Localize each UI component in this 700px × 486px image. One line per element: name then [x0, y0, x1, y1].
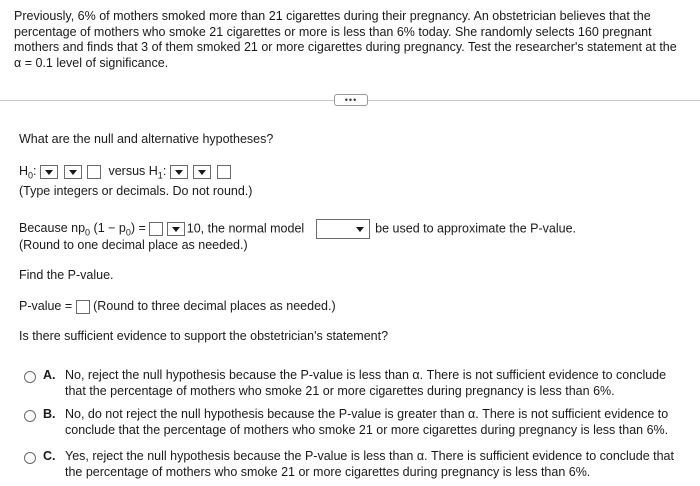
- option-a-letter: A.: [43, 368, 56, 382]
- can-cannot-dropdown[interactable]: [316, 219, 370, 239]
- np-expression: Because $np_0$ $(1 - p_0)$ =: [19, 221, 146, 238]
- option-a-radio[interactable]: [24, 371, 36, 383]
- option-c-letter: C.: [43, 449, 56, 463]
- more-button[interactable]: •••: [334, 94, 368, 106]
- hypotheses-hint: (Type integers or decimals. Do not round.): [19, 184, 253, 198]
- ten-normal-model-text: 10, the normal model: [186, 221, 305, 236]
- hypotheses-row: [19, 163, 231, 184]
- h1-operator-dropdown[interactable]: [193, 165, 211, 179]
- pvalue-prompt: Find the P-value.: [19, 268, 114, 282]
- pvalue-label: P-value =: [19, 299, 73, 313]
- problem-statement: [14, 9, 696, 71]
- normal-model-hint: (Round to one decimal place as needed.): [19, 238, 248, 252]
- option-b-radio[interactable]: [24, 410, 36, 422]
- option-a-text: No, reject the null hypothesis because the P-value is less than α. There is not sufficient evidence to conclude that the percentage of mothers who smoke 21 or more cigarettes during pregnancy is less than 6%.: [65, 368, 667, 398]
- pvalue-hint: (Round to three decimal places as needed.): [93, 299, 336, 313]
- h1-value-input[interactable]: [217, 165, 231, 179]
- versus-h1-label: versus $H_1$:: [108, 164, 167, 181]
- evidence-prompt: Is there sufficient evidence to support the obstetrician's statement?: [19, 329, 389, 343]
- comparison-dropdown[interactable]: [167, 222, 185, 236]
- h0-operator-dropdown[interactable]: [64, 165, 82, 179]
- hypotheses-prompt: What are the null and alternative hypotheses?: [19, 132, 274, 146]
- pvalue-input[interactable]: [76, 300, 90, 314]
- be-used-text: be used to approximate the P-value.: [375, 221, 576, 236]
- option-b-letter: B.: [43, 407, 56, 421]
- h0-value-input[interactable]: [87, 165, 101, 179]
- option-b-text: No, do not reject the null hypothesis because the P-value is greater than α. There is not sufficient evidence to conclude that the percentage of mothers who smoke 21 or more cigarettes during pregnancy is less than 6%.: [65, 407, 669, 437]
- np-value-input[interactable]: [149, 222, 163, 236]
- h1-parameter-dropdown[interactable]: [170, 165, 188, 179]
- pvalue-row: [19, 298, 336, 314]
- alpha-line: α = 0.1 level of significance.: [14, 55, 169, 70]
- h0-label: $H_0$:: [19, 164, 37, 181]
- h0-parameter-dropdown[interactable]: [40, 165, 58, 179]
- problem-text: Previously, 6% of mothers smoked more than 21 cigarettes during their pregnancy. An obstetrician believes that the percentage of mothers who smoke 21 cigarettes or more is less than 6% today. She randomly selects 160 pregnant mothers and finds that 3 of them smoked 21 or more cigarettes during pregnancy. Test the researcher's statement at the: [14, 9, 677, 54]
- option-c-radio[interactable]: [24, 452, 36, 464]
- option-c-text: Yes, reject the null hypothesis because the P-value is less than α. There is sufficient evidence to conclude that the percentage of mothers who smoke 21 or more cigarettes during pregnancy is less than 6%.: [65, 449, 674, 479]
